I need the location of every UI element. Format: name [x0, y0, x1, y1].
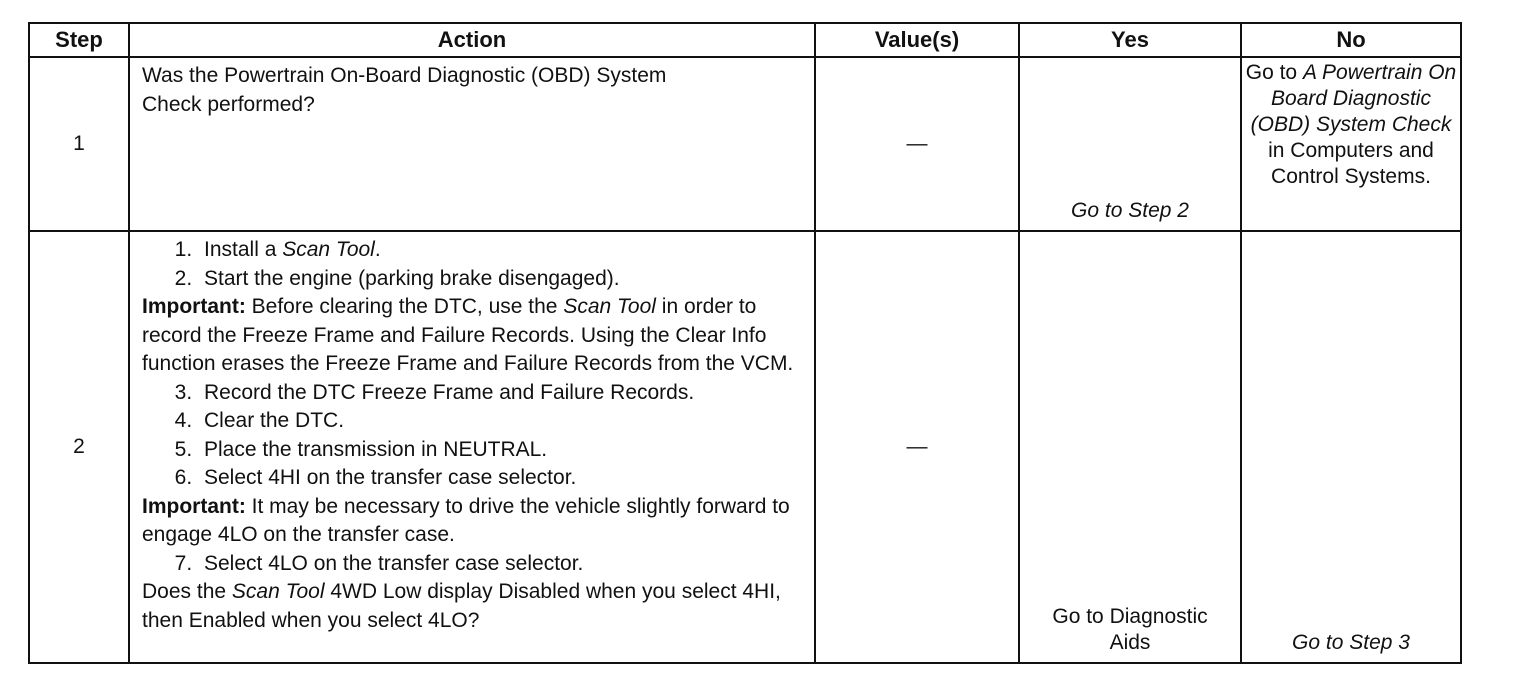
yes-goto-link[interactable]: Go to Diagnostic Aids — [1052, 605, 1208, 654]
scan-tool-term: Scan Tool — [231, 580, 325, 603]
table-row — [29, 231, 1461, 663]
list-item: 4. Clear the DTC. — [198, 407, 804, 436]
step-list-b — [142, 379, 804, 493]
list-item: 2. Start the engine (parking brake disengaged). — [198, 265, 804, 294]
step-list-a — [142, 236, 804, 293]
diagnostic-table — [28, 22, 1462, 664]
list-item: 7. Select 4LO on the transfer case selector. — [198, 550, 804, 579]
header-action: Action — [129, 23, 815, 57]
header-step: Step — [29, 23, 129, 57]
action-cell — [129, 231, 815, 663]
action-text: Was the Powertrain On-Board Diagnostic (OBD) System Check performed? — [142, 64, 667, 116]
list-item: 6. Select 4HI on the transfer case selector. — [198, 464, 804, 493]
table-row — [29, 57, 1461, 231]
value-cell: — — [815, 231, 1019, 663]
no-goto-link[interactable]: A Powertrain On Board Diagnostic (OBD) System Check — [1250, 61, 1457, 136]
question-text: Does the Scan Tool 4WD Low display Disabled when you select 4HI, then Enabled when you select 4LO? — [142, 580, 781, 632]
yes-cell — [1019, 231, 1241, 663]
scan-tool-term: Scan Tool — [563, 295, 656, 318]
value-cell: — — [815, 57, 1019, 231]
no-cell — [1241, 57, 1461, 231]
header-no: No — [1241, 23, 1461, 57]
yes-cell — [1019, 57, 1241, 231]
no-cell — [1241, 231, 1461, 663]
header-row — [29, 23, 1461, 57]
step-list-c — [142, 550, 804, 579]
no-goto-link[interactable]: Go to Step 3 — [1292, 631, 1410, 654]
header-yes: Yes — [1019, 23, 1241, 57]
list-item: 1. Install a Scan Tool. — [198, 236, 804, 265]
scan-tool-term: Scan Tool — [282, 238, 375, 261]
list-item: 5. Place the transmission in NEUTRAL. — [198, 436, 804, 465]
action-cell — [129, 57, 815, 231]
yes-goto-link[interactable]: Go to Step 2 — [1071, 199, 1189, 222]
step-number: 2 — [29, 231, 129, 663]
no-prefix: Go to — [1245, 61, 1303, 84]
list-item: 3. Record the DTC Freeze Frame and Failure Records. — [198, 379, 804, 408]
step-number: 1 — [29, 57, 129, 231]
header-values: Value(s) — [815, 23, 1019, 57]
important-note: Important: Before clearing the DTC, use the Scan Tool in order to record the Freeze Frame and Failure Records. Using the Clear Info function erases the Freeze Frame and Failure Records from the VCM. — [142, 295, 794, 375]
no-suffix: in Computers and Control Systems. — [1268, 139, 1434, 188]
important-note: Important: It may be necessary to drive the vehicle slightly forward to engage 4LO on the transfer case. — [142, 494, 790, 546]
